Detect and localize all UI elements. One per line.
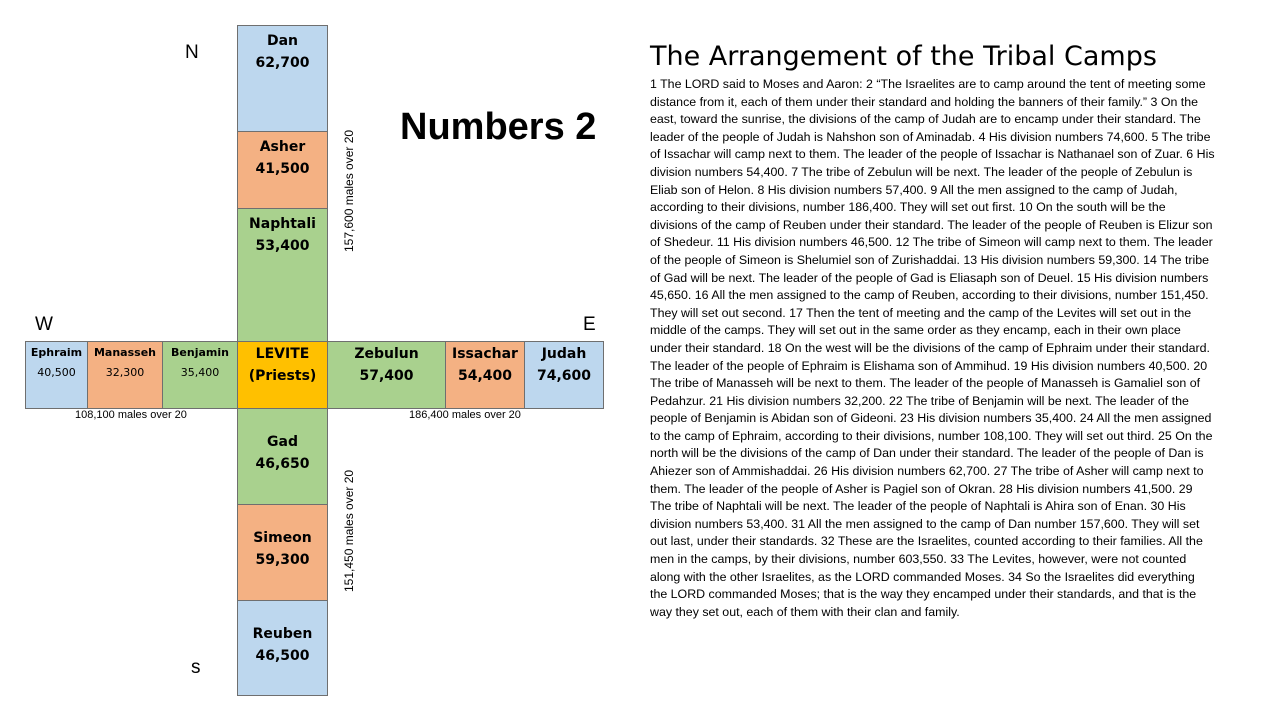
tribe-name: Gad bbox=[267, 434, 298, 450]
tribe-benjamin bbox=[162, 341, 238, 409]
passage-text: 1 The LORD said to Moses and Aaron: 2 “The Israelites are to camp around the tent of meeting some distance from it, each of them under their standard and holding the banners of their family.” 3 On the east, toward the sunrise, the divisions of the camp of Judah are to encamp under their standard. The leader of the people of Judah is Nahshon son of Aminadab. 4 His division numbers 74,600. 5 The tribe of Issachar will camp next to them. The leader of the people of Issachar is Nathanael son of Zuar. 6 His division numbers 54,400. 7 The tribe of Zebulun will be next. The leader of the people of Zebulun is Eliab son of Helon. 8 His division numbers 57,400. 9 All the men assigned to the camp of Judah, according to their divisions, number 186,400. They will set out first. 10 On the south will be the divisions of the camp of Reuben under their standard. The leader of the people of Reuben is Elizur son of Shedeur. 11 His division numbers 46,500. 12 The tribe of Simeon will camp next to them. The leader of the people of Simeon is Shelumiel son of Zurishaddai. 13 His division numbers 59,300. 14 The tribe of Gad will be next. The leader of the people of Gad is Eliasaph son of Deuel. 15 His division numbers 45,650. 16 All the men assigned to the camp of Reuben, according to their divisions, number 151,450. They will set out second. 17 Then the tent of meeting and the camp of the Levites will set out in the middle of the camps. They will set out in the same order as they encamp, each in their own place under their standard. 18 On the west will be the divisions of the camp of Ephraim under their standard. The leader of the people of Ephraim is Elishama son of Ammihud. 19 His division numbers 40,500. 20 The tribe of Manasseh will be next to them. The leader of the people of Manasseh is Gamaliel son of Pedahzur. 21 His division numbers 32,200. 22 The tribe of Benjamin will be next. The leader of the people of Benjamin is Abidan son of Gideoni. 23 His division numbers 35,400. 24 All the men assigned to the camp of Ephraim, according to their divisions, number 108,100. They will set out third. 25 On the north will be the divisions of the camp of Dan under their standard. The leader of the people of Dan is Ahiezer son of Ammishaddai. 26 His division numbers 62,700. 27 The tribe of Asher will camp next to them. The leader of the people of Asher is Pagiel son of Okran. 28 His division numbers 41,500. 29 The tribe of Naphtali will be next. The leader of the people of Naphtali is Ahira son of Enan. 30 His division numbers 53,400. 31 All the men assigned to the camp of Dan number 157,600. They will set out last, under their standards. 32 These are the Israelites, counted according to their families. All the men in the camps, by their divisions, number 603,550. 33 The Levites, however, were not counted along with the other Israelites, as the LORD commanded Moses. 34 So the Israelites did everything the LORD commanded Moses; that is the way they encamped under their standards, and that is the way they set out, each of them with their clan and family. bbox=[650, 77, 1215, 619]
west-label: W bbox=[35, 314, 53, 335]
tribe-manasseh bbox=[87, 341, 163, 409]
tribe-count: 35,400 bbox=[180, 366, 220, 379]
tribe-name: Dan bbox=[266, 33, 299, 49]
page-title: Numbers 2 bbox=[400, 106, 597, 148]
tribe-count: 32,300 bbox=[105, 366, 145, 379]
tribe-name: Asher bbox=[259, 139, 306, 155]
tribe-name: Manasseh bbox=[93, 346, 156, 359]
center-sub: (Priests) bbox=[248, 368, 317, 384]
tribe-name: Issachar bbox=[452, 346, 518, 362]
tribe-count: 41,500 bbox=[255, 161, 310, 177]
tribe-gad bbox=[237, 408, 328, 505]
tribe-naphtali bbox=[237, 208, 328, 342]
tribe-dan bbox=[237, 25, 328, 132]
tribe-asher bbox=[237, 131, 328, 209]
tribe-count: 40,500 bbox=[37, 366, 76, 379]
tribe-name: Reuben bbox=[252, 626, 313, 642]
tribe-count: 46,650 bbox=[255, 456, 310, 472]
tribe-count: 46,500 bbox=[255, 648, 310, 664]
tribe-count: 54,400 bbox=[457, 368, 513, 384]
north-label: N bbox=[185, 42, 199, 63]
tribe-name: Simeon bbox=[253, 530, 312, 546]
tribe-name: Naphtali bbox=[249, 216, 316, 232]
tribe-count: 59,300 bbox=[255, 552, 310, 568]
north-total: 157,600 males over 20 bbox=[342, 129, 356, 252]
tribe-count: 53,400 bbox=[255, 238, 310, 254]
tribe-count: 74,600 bbox=[536, 368, 592, 384]
south-total: 151,450 males over 20 bbox=[342, 469, 356, 592]
tribe-count: 57,400 bbox=[359, 368, 414, 384]
tribe-count: 62,700 bbox=[255, 55, 310, 71]
west-total: 108,100 males over 20 bbox=[75, 409, 187, 421]
tribe-ephraim bbox=[25, 341, 88, 409]
passage-heading: The Arrangement of the Tribal Camps bbox=[650, 41, 1157, 72]
south-label: s bbox=[191, 657, 201, 678]
tribe-simeon bbox=[237, 504, 328, 601]
east-total: 186,400 males over 20 bbox=[409, 409, 521, 421]
tribe-name: Ephraim bbox=[30, 346, 83, 359]
tribe-name: Benjamin bbox=[171, 346, 229, 359]
tribe-zebulun bbox=[327, 341, 446, 409]
tribe-reuben bbox=[237, 600, 328, 696]
center-name: LEVITE bbox=[255, 346, 310, 362]
tribe-name: Zebulun bbox=[354, 346, 419, 362]
levite-center bbox=[237, 341, 328, 409]
tribe-issachar bbox=[445, 341, 525, 409]
tribe-judah bbox=[524, 341, 604, 409]
east-label: E bbox=[583, 314, 596, 335]
tribe-name: Judah bbox=[541, 346, 587, 362]
